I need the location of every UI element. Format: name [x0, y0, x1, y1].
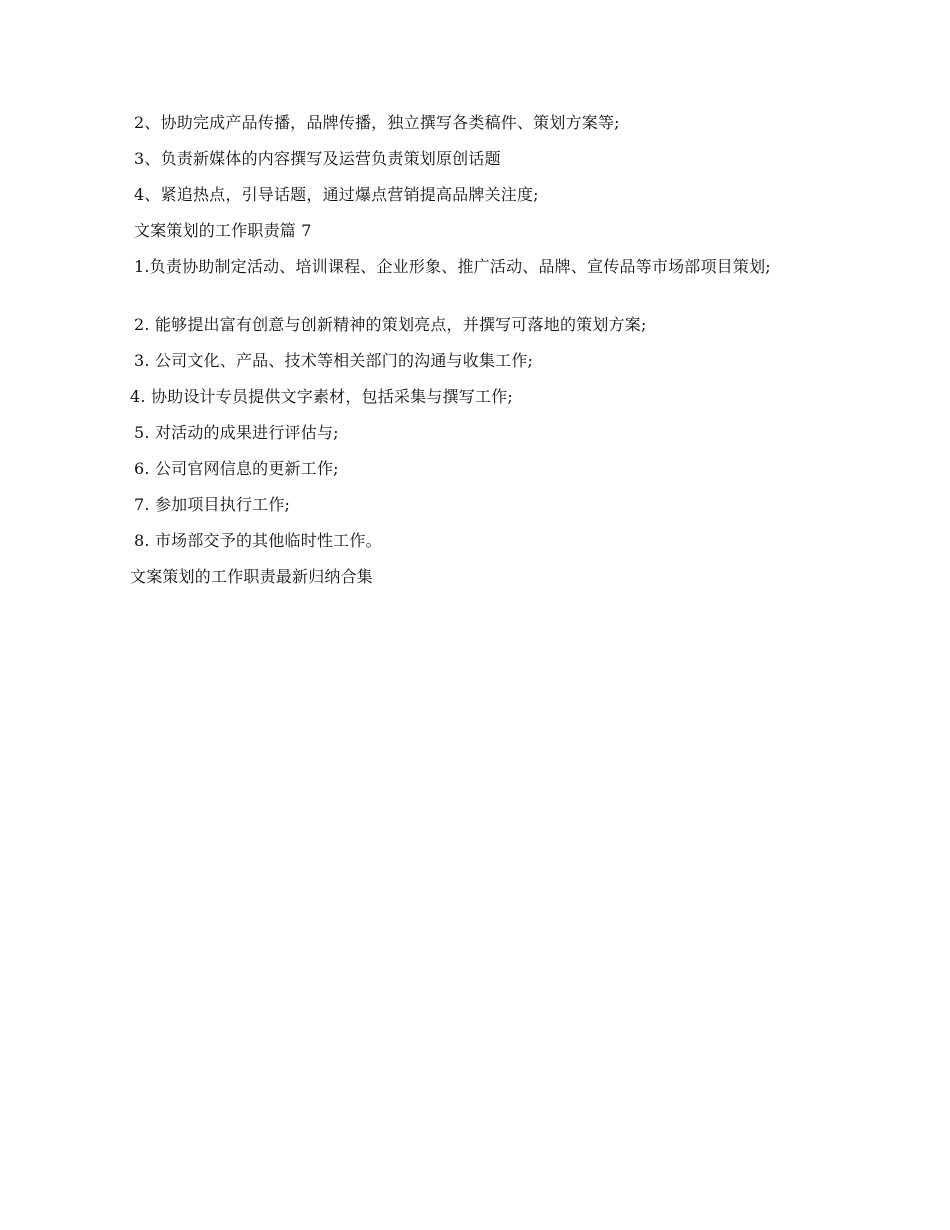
paragraph-item-2: 2、协助完成产品传播，品牌传播，独立撰写各类稿件、策划方案等; — [134, 113, 620, 132]
paragraph-duty-8: 8. 市场部交予的其他临时性工作。 — [134, 531, 382, 550]
paragraph-duty-3: 3. 公司文化、产品、技术等相关部门的沟通与收集工作; — [134, 351, 534, 370]
closing-title: 文案策划的工作职责最新归纳合集 — [130, 567, 374, 586]
paragraph-duty-7: 7. 参加项目执行工作; — [134, 495, 291, 514]
paragraph-duty-5: 5. 对活动的成果进行评估与; — [134, 423, 339, 442]
paragraph-duty-2: 2. 能够提出富有创意与创新精神的策划亮点，并撰写可落地的策划方案; — [134, 315, 647, 334]
paragraph-item-4: 4、紧追热点，引导话题，通过爆点营销提高品牌关注度; — [134, 185, 539, 204]
paragraph-item-3: 3、负责新媒体的内容撰写及运营负责策划原创话题 — [134, 149, 501, 168]
paragraph-duty-1: 1.负责协助制定活动、培训课程、企业形象、推广活动、品牌、宣传品等市场部项目策划; — [134, 257, 771, 276]
paragraph-duty-6: 6. 公司官网信息的更新工作; — [134, 459, 339, 478]
paragraph-duty-4: 4. 协助设计专员提供文字素材，包括采集与撰写工作; — [130, 387, 513, 406]
section-heading-7: 文案策划的工作职责篇 7 — [134, 221, 312, 240]
